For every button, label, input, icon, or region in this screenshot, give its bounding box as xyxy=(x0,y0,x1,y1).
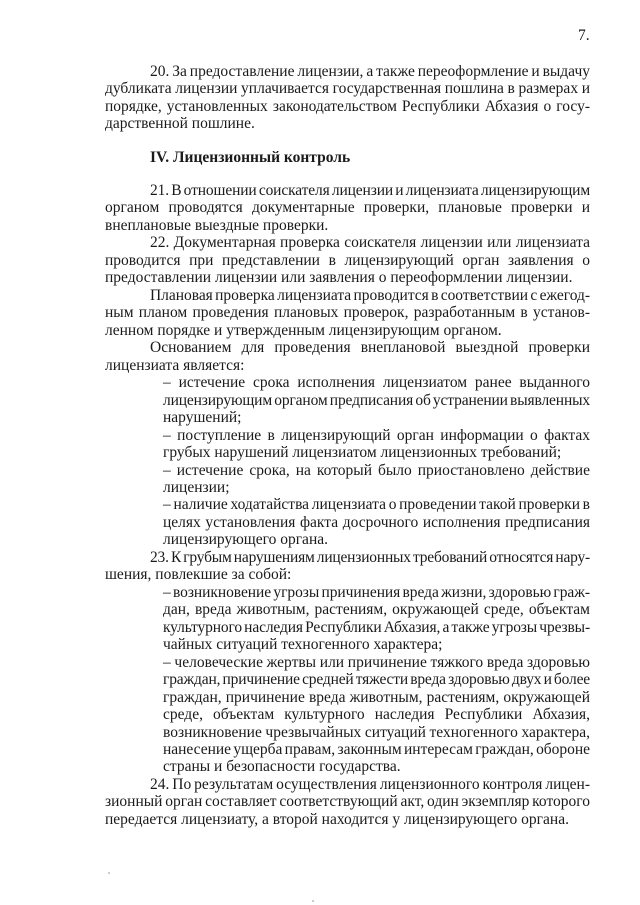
text-line: нарушений; xyxy=(163,409,242,427)
section-heading: IV. Лицензионный контроль xyxy=(150,149,351,166)
text-line: – истечение срока исполнения лицензиатом ранее выданного xyxy=(163,374,590,392)
text-line: шения, повлекшие за собой: xyxy=(105,566,292,584)
text-line: лицензирующим органом предписания об устранении выявленных xyxy=(163,391,590,409)
text-line: передается лицензиату, а второй находится у лицензирующего органа. xyxy=(105,810,569,828)
paragraph xyxy=(105,182,590,234)
text-line: 20. За предоставление лицензии, а также переоформление и выдачу xyxy=(150,63,590,80)
text-line: ленном порядке и утвержденным лицензирующим органом. xyxy=(105,321,502,339)
paragraph xyxy=(105,339,590,374)
text-line: – возникновение угрозы причинения вреда жизни, здоровью граж- xyxy=(163,583,590,601)
text-line: 21. В отношении соискателя лицензии и лицензиата лицензирующим xyxy=(150,182,590,199)
text-line: 23. К грубым нарушениям лицензионных требований относятся нару- xyxy=(150,548,590,566)
paragraph-20-section xyxy=(105,63,590,133)
text-line: внеплановые выездные проверки. xyxy=(105,216,329,234)
text-line: чайных ситуаций техногенного характера; xyxy=(163,636,443,654)
text-line: порядке, установленных законодательством Республики Абхазия о госу- xyxy=(105,97,590,115)
text-line: дубликата лицензии уплачивается государственная пошлина в размерах и xyxy=(105,80,590,98)
text-line: – человеческие жертвы или причинение тяжкого вреда здоровью xyxy=(163,653,590,671)
list-item xyxy=(105,427,590,462)
text-line: 24. По результатам осуществления лицензионного контроля лицен- xyxy=(150,775,590,793)
paragraph xyxy=(105,549,590,584)
paragraph xyxy=(105,776,590,828)
text-line: органом проводятся документарные проверки, плановые проверки и xyxy=(105,199,590,217)
text-line: – поступление в лицензирующий орган информации о фактах xyxy=(163,426,590,444)
text-line: граждан, причинение средней тяжести вреда здоровью двух и более xyxy=(163,671,590,689)
text-line: дан, вреда животным, растениям, окружающей среде, объектам xyxy=(163,601,590,619)
text-line: граждан, причинение вреда животным, растениям, окружающей xyxy=(163,688,590,706)
text-line: лицензии; xyxy=(163,478,230,496)
text-line: культурного наследия Республики Абхазия, а также угрозы чрезвы- xyxy=(163,618,590,636)
text-line: проводится при представлении в лицензирующий орган заявления о xyxy=(105,251,590,269)
text-line: страны и безопасности государства. xyxy=(163,758,401,776)
text-line: грубых нарушений лицензиатом лицензионных требований; xyxy=(163,444,562,462)
text-line: 22. Документарная проверка соискателя лицензии или лицензиата xyxy=(150,234,590,252)
paragraph xyxy=(105,234,590,286)
text-line: возникновение чрезвычайных ситуаций техногенного характера, xyxy=(163,723,590,741)
list-item xyxy=(105,374,590,426)
text-line: зионный орган составляет соответствующий акт, один экземпляр которого xyxy=(105,793,590,811)
list-item xyxy=(105,496,590,548)
text-line: целях установления факта досрочного исполнения предписания xyxy=(163,513,590,531)
text-line: Плановая проверка лицензиата проводится в соответствии с ежегод- xyxy=(150,286,590,304)
page-number: 7. xyxy=(578,27,590,44)
text-line: предоставлении лицензии или заявления о переоформлении лицензии. xyxy=(105,269,573,287)
text-line: – истечение срока, на который было приостановлено действие xyxy=(163,461,590,479)
list-item xyxy=(105,462,590,497)
scan-speck xyxy=(312,900,314,902)
paragraph xyxy=(105,287,590,339)
text-line: – наличие ходатайства лицензиата о проведении такой проверки в xyxy=(163,496,590,514)
paragraph xyxy=(105,63,590,133)
text-line: ным планом проведения плановых проверок, разработанным в установ- xyxy=(105,304,590,322)
scan-speck xyxy=(108,872,110,874)
text-line: дарственной пошлине. xyxy=(105,115,255,133)
list-item xyxy=(105,584,590,654)
text-line: среде, объектам культурного наследия Республики Абхазия, xyxy=(163,706,590,724)
text-line: нанесение ущерба правам, законным интересам граждан, обороне xyxy=(163,741,590,758)
text-line: Основанием для проведения внеплановой выездной проверки xyxy=(150,339,590,357)
text-line: лицензирующего органа. xyxy=(163,531,328,549)
text-line: лицензиата является: xyxy=(105,356,245,374)
list-item xyxy=(105,654,590,776)
license-control-section xyxy=(105,182,590,828)
